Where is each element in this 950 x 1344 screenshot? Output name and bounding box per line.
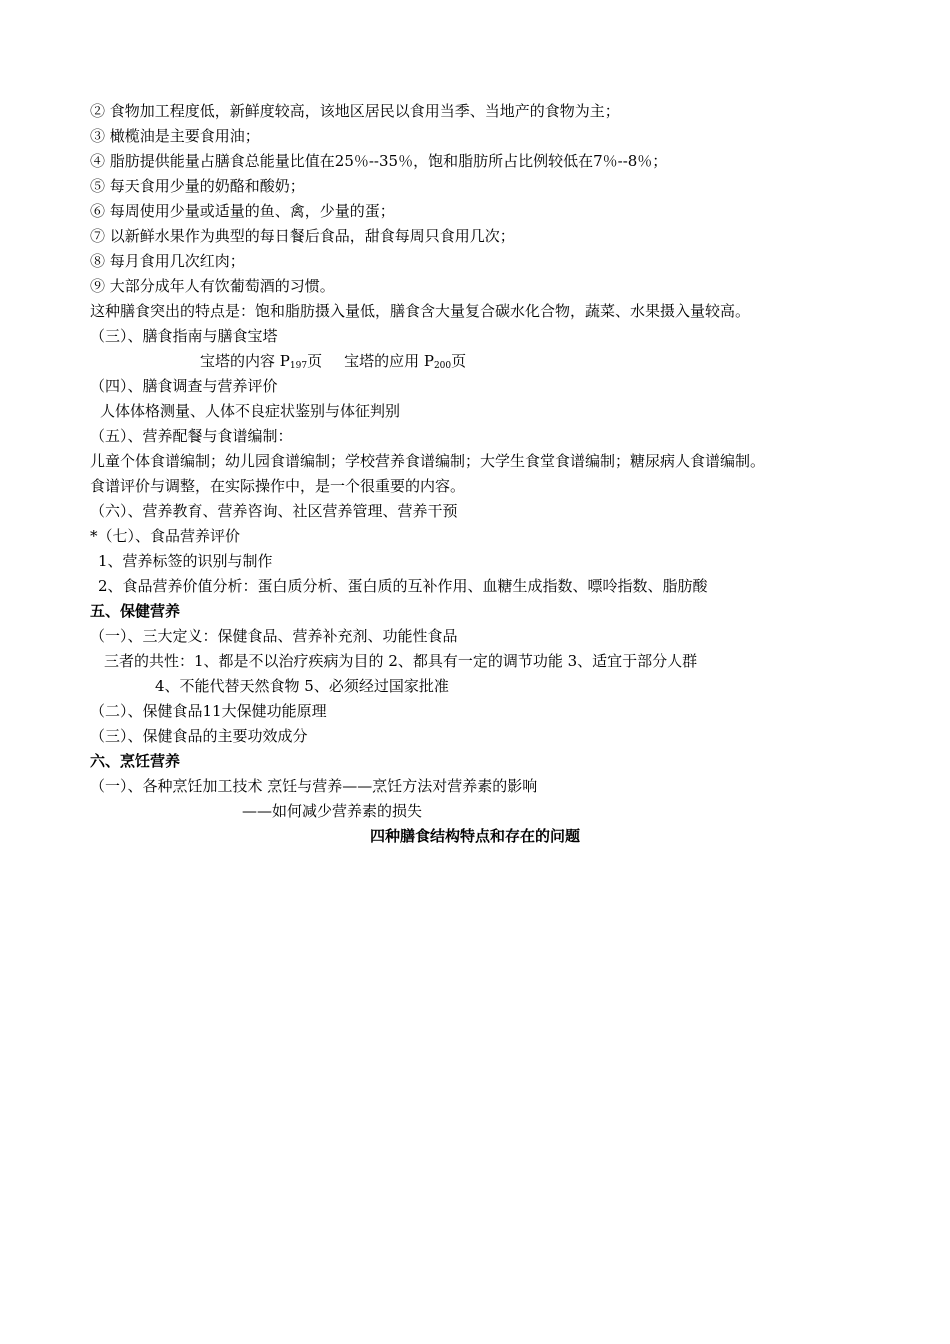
text-line: ⑨ 大部分成年人有饮葡萄酒的习惯。 bbox=[90, 277, 335, 295]
section-heading: 六、烹饪营养 bbox=[90, 752, 181, 770]
text-line: （一）、三大定义：保健食品、营养补充剂、功能性食品 bbox=[90, 627, 458, 645]
text-line: （六）、营养教育、营养咨询、社区营养管理、营养干预 bbox=[90, 502, 458, 520]
text-line: （四）、膳食调查与营养评价 bbox=[90, 377, 278, 395]
text-line: 三者的共性：1、都是不以治疗疾病为目的 2、都具有一定的调节功能 3、适宜于部分人群 bbox=[104, 652, 698, 670]
text-line: 人体体格测量、人体不良症状鉴别与体征判别 bbox=[100, 402, 401, 420]
pagoda-application-ref: 宝塔的应用 $P_{200}$页 bbox=[344, 352, 467, 371]
text-line: ③ 橄榄油是主要食用油； bbox=[90, 127, 260, 145]
text-line: 1、营养标签的识别与制作 bbox=[98, 552, 273, 570]
table-title: 四种膳食结构特点和存在的问题 bbox=[369, 827, 580, 845]
section-heading: 五、保健营养 bbox=[90, 602, 181, 620]
text-line: （五）、营养配餐与食谱编制： bbox=[90, 427, 293, 445]
text-line: ——如何减少营养素的损失 bbox=[242, 802, 423, 820]
text-line: ⑤ 每天食用少量的奶酪和酸奶； bbox=[90, 177, 305, 195]
text-line: ④ 脂肪提供能量占膳食总能量比值在25％--35％，饱和脂肪所占比例较低在7％--8％； bbox=[90, 152, 668, 170]
text-line: （一）、各种烹饪加工技术 烹饪与营养——烹饪方法对营养素的影响 bbox=[90, 777, 538, 795]
text-line: 2、食品营养价值分析：蛋白质分析、蛋白质的互补作用、血糖生成指数、嘌呤指数、脂肪酸 bbox=[98, 577, 708, 595]
text-line: （三）、膳食指南与膳食宝塔 bbox=[90, 327, 278, 345]
text-line: （二）、保健食品11大保健功能原理 bbox=[90, 702, 327, 720]
pagoda-content-ref: 宝塔的内容 $P_{197}$页 bbox=[200, 352, 323, 371]
text-line: ② 食物加工程度低，新鲜度较高，该地区居民以食用当季、当地产的食物为主； bbox=[90, 102, 620, 120]
text-line: 这种膳食突出的特点是：饱和脂肪摄入量低，膳食含大量复合碳水化合物，蔬菜、水果摄入量较高。 bbox=[90, 302, 751, 320]
text-line: 儿童个体食谱编制；幼儿园食谱编制；学校营养食谱编制；大学生食堂食谱编制；糖尿病人食谱编制。 bbox=[90, 452, 766, 470]
text-line: 4、不能代替天然食物 5、必须经过国家批准 bbox=[155, 677, 449, 695]
text-line: 食谱评价与调整，在实际操作中，是一个很重要的内容。 bbox=[90, 477, 466, 495]
text-line: ⑦ 以新鲜水果作为典型的每日餐后食品，甜食每周只食用几次； bbox=[90, 227, 515, 245]
text-line: ⑧ 每月食用几次红肉； bbox=[90, 252, 245, 270]
text-line: ⑥ 每周使用少量或适量的鱼、禽，少量的蛋； bbox=[90, 202, 395, 220]
pagoda-reference-line bbox=[200, 351, 920, 371]
text-line: （三）、保健食品的主要功效成分 bbox=[90, 727, 308, 745]
text-line: *（七）、食品营养评价 bbox=[90, 527, 241, 545]
